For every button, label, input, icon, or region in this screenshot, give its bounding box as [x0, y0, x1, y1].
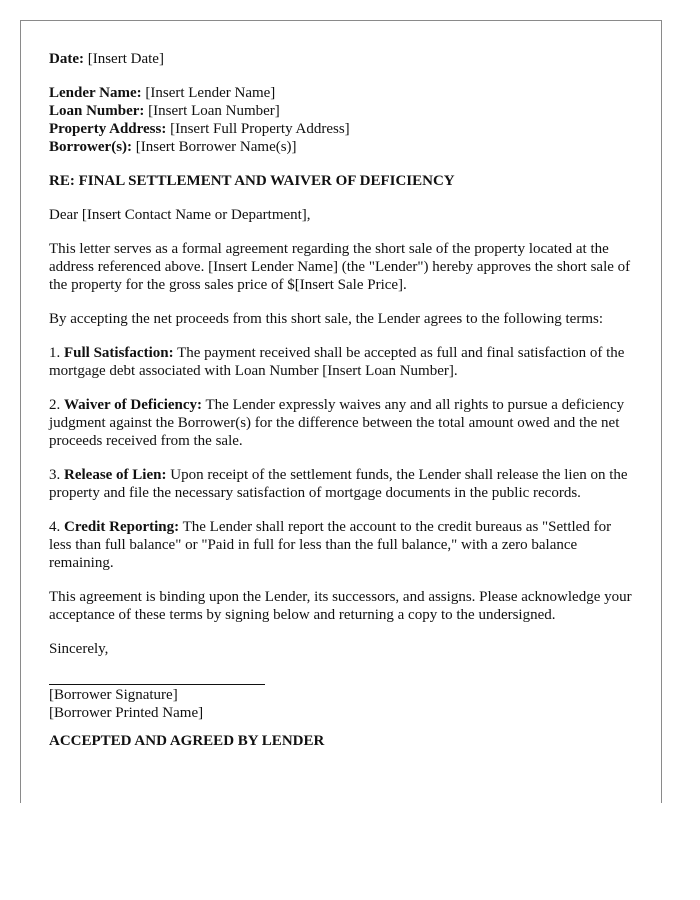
term-title: Full Satisfaction: [64, 345, 174, 361]
closing: Sincerely, [49, 641, 109, 657]
term-number: 1. [49, 345, 61, 361]
loan-details [49, 84, 633, 156]
term-text: Upon receipt of the settlement funds, the Lender shall release the lien on the property and file the necessary satisfaction of mortgage documents in the public records. [49, 467, 628, 501]
document-page [20, 20, 662, 803]
borrower-value: [Insert Borrower Name(s)] [135, 139, 297, 155]
intro-paragraph: This letter serves as a formal agreement regarding the short sale of the property located at the address referenced above. [Insert Lender Name] (the "Lender") hereby approves the short sale of the property for the gross sales price of $[Insert Sale Price]. [49, 241, 631, 293]
borrower-signature-label: [Borrower Signature] [49, 687, 178, 703]
subject-line: RE: FINAL SETTLEMENT AND WAIVER OF DEFICIENCY [49, 173, 455, 189]
property-address-value: [Insert Full Property Address] [170, 121, 350, 137]
terms-intro: By accepting the net proceeds from this short sale, the Lender agrees to the following terms: [49, 311, 603, 327]
accepted-heading: ACCEPTED AND AGREED BY LENDER [49, 733, 325, 749]
borrower-printed-name-label: [Borrower Printed Name] [49, 705, 204, 721]
borrower-line [49, 138, 633, 156]
property-address-label: Property Address: [49, 121, 167, 137]
date-value: [Insert Date] [87, 51, 164, 67]
date-label: Date: [49, 51, 84, 67]
term-title: Waiver of Deficiency: [64, 397, 203, 413]
signature-block [49, 686, 633, 722]
date-line [49, 50, 633, 68]
term-number: 4. [49, 519, 61, 535]
term-number: 3. [49, 467, 61, 483]
signature-line [49, 684, 265, 685]
letter-body [49, 50, 633, 750]
term-item [49, 466, 633, 502]
lender-name-value: [Insert Lender Name] [145, 85, 276, 101]
term-title: Credit Reporting: [64, 519, 180, 535]
term-text: The payment received shall be accepted as full and final satisfaction of the mortgage debt associated with Loan Number [Insert Loan Number]. [49, 345, 625, 379]
term-title: Release of Lien: [64, 467, 167, 483]
term-number: 2. [49, 397, 61, 413]
loan-number-line [49, 102, 633, 120]
term-item [49, 518, 633, 572]
term-item [49, 344, 633, 380]
property-address-line [49, 120, 633, 138]
lender-name-label: Lender Name: [49, 85, 142, 101]
closing-paragraph: This agreement is binding upon the Lender, its successors, and assigns. Please acknowledge your acceptance of these terms by signing below and returning a copy to the undersigned. [49, 589, 632, 623]
lender-name-line [49, 84, 633, 102]
term-text: The Lender shall report the account to the credit bureaus as "Settled for less than full balance" or "Paid in full for less than the full balance," with a zero balance remaining. [49, 519, 612, 571]
loan-number-value: [Insert Loan Number] [148, 103, 280, 119]
term-item [49, 396, 633, 450]
loan-number-label: Loan Number: [49, 103, 145, 119]
borrower-label: Borrower(s): [49, 139, 133, 155]
term-text: The Lender expressly waives any and all rights to pursue a deficiency judgment against the Borrower(s) for the difference between the total amount owed and the net proceeds received from the sale. [49, 397, 625, 449]
salutation: Dear [Insert Contact Name or Department], [49, 207, 311, 223]
